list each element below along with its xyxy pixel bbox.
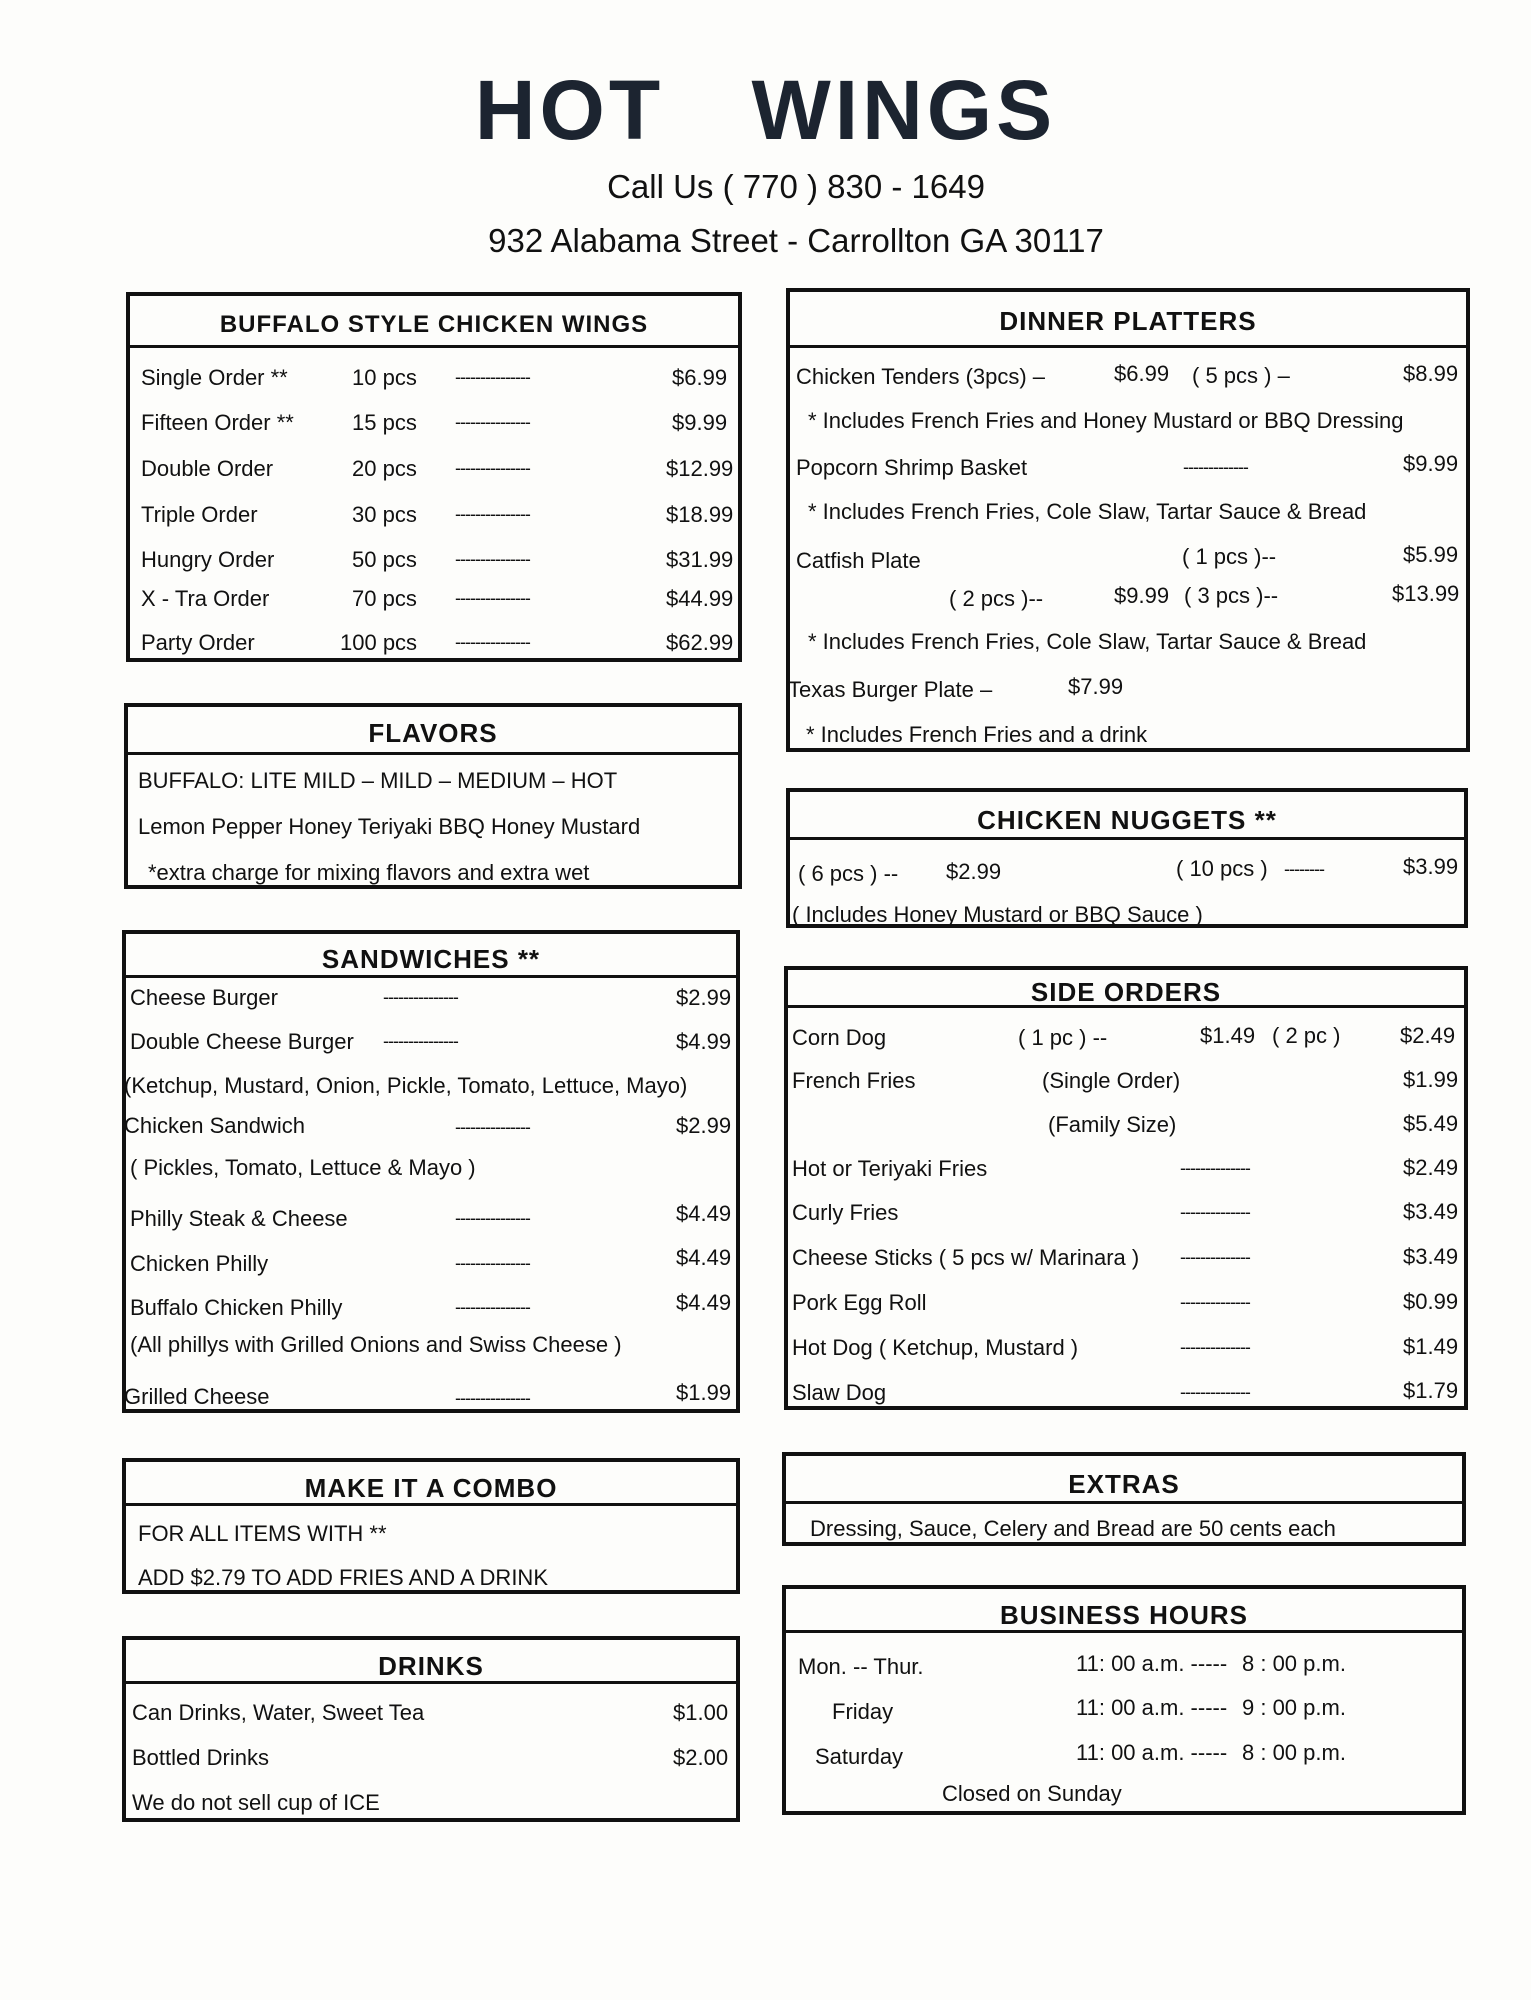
wings-item-dash: --------------- (455, 549, 530, 569)
side-name: Hot or Teriyaki Fries (792, 1156, 988, 1181)
sandwich-name: Chicken Philly (130, 1251, 269, 1276)
platter-name: Chicken Tenders (3pcs) – (796, 364, 1046, 389)
side-dash: -------------- (1180, 1382, 1250, 1402)
wings-item-name: Fifteen Order ** (141, 410, 294, 435)
combo-line: ADD $2.79 TO ADD FRIES AND A DRINK (138, 1565, 548, 1590)
platter-note: * Includes French Fries and a drink (806, 722, 1148, 747)
extras-note: Dressing, Sauce, Celery and Bread are 50 cents each (810, 1516, 1336, 1541)
sandwich-dash: --------------- (455, 1253, 530, 1273)
platter-price: $9.99 (1403, 451, 1459, 476)
wings-item-price: $18.99 (666, 502, 734, 527)
wings-item-pcs: 10 pcs (352, 365, 417, 390)
sandwich-dash: --------------- (455, 1297, 530, 1317)
side-name: Curly Fries (792, 1200, 899, 1225)
side-option: (Single Order) (1042, 1068, 1181, 1093)
drinks-title: DRINKS (126, 1640, 736, 1684)
platter-price: $7.99 (1068, 674, 1124, 699)
side-name: Pork Egg Roll (792, 1290, 927, 1315)
side-dash: -------------- (1180, 1247, 1250, 1267)
drink-name: Bottled Drinks (132, 1745, 269, 1770)
platter-price: $5.99 (1403, 542, 1459, 567)
wings-item-dash: --------------- (455, 412, 530, 432)
wings-item-name: Double Order (141, 456, 274, 481)
platter-price: $9.99 (1114, 583, 1170, 608)
wings-title: BUFFALO STYLE CHICKEN WINGS (130, 296, 738, 348)
platter-option: ( 2 pcs )-- (949, 586, 1044, 611)
platter-option: ( 5 pcs ) – (1192, 363, 1290, 388)
platter-price: $6.99 (1114, 361, 1170, 386)
platter-name: Popcorn Shrimp Basket (796, 455, 1028, 480)
sandwich-name: Cheese Burger (130, 985, 278, 1010)
platter-price: $13.99 (1392, 581, 1460, 606)
sandwich-price: $2.99 (676, 985, 732, 1010)
sandwich-name: Double Cheese Burger (130, 1029, 354, 1054)
side-price: $3.49 (1403, 1199, 1459, 1224)
side-name: Cheese Sticks ( 5 pcs w/ Marinara ) (792, 1245, 1140, 1270)
flavors-note: *extra charge for mixing flavors and extra wet (148, 860, 590, 885)
wings-item-name: Hungry Order (141, 547, 275, 572)
wings-item-price: $6.99 (672, 365, 728, 390)
nuggets-note: ( Includes Honey Mustard or BBQ Sauce ) (792, 902, 1203, 927)
wings-item-pcs: 70 pcs (352, 586, 417, 611)
nuggets-price: $2.99 (946, 859, 1002, 884)
combo-title: MAKE IT A COMBO (126, 1462, 736, 1506)
side-name: Hot Dog ( Ketchup, Mustard ) (792, 1335, 1079, 1360)
wings-item-price: $44.99 (666, 586, 734, 611)
side-option: (Family Size) (1048, 1112, 1177, 1137)
hours-open: 11: 00 a.m. ----- (1076, 1695, 1228, 1720)
sandwich-dash: --------------- (455, 1208, 530, 1228)
sandwich-price: $4.49 (676, 1245, 732, 1270)
hours-close: 8 : 00 p.m. (1242, 1651, 1346, 1676)
wings-item-dash: --------------- (455, 588, 530, 608)
sandwich-name: Philly Steak & Cheese (130, 1206, 348, 1231)
wings-item-pcs: 15 pcs (352, 410, 417, 435)
drinks-note: We do not sell cup of ICE (132, 1790, 380, 1815)
wings-item-name: Triple Order (141, 502, 258, 527)
wings-item-price: $62.99 (666, 630, 734, 655)
nuggets-option: ( 10 pcs ) (1176, 856, 1268, 881)
wings-item-pcs: 20 pcs (352, 456, 417, 481)
side-price: $1.49 (1403, 1334, 1459, 1359)
platter-name: Catfish Plate (796, 548, 921, 573)
side-price: $0.99 (1403, 1289, 1459, 1314)
sandwich-price: $4.49 (676, 1201, 732, 1226)
wings-item-price: $31.99 (666, 547, 734, 572)
side-dash: -------------- (1180, 1337, 1250, 1357)
sandwich-note: (All phillys with Grilled Onions and Swiss Cheese ) (130, 1332, 622, 1357)
drink-price: $2.00 (673, 1745, 729, 1770)
sandwich-dash: --------------- (383, 1031, 458, 1051)
platters-title: DINNER PLATTERS (790, 292, 1466, 348)
wings-item-dash: --------------- (455, 458, 530, 478)
side-price: $3.49 (1403, 1244, 1459, 1269)
nuggets-title: CHICKEN NUGGETS ** (790, 792, 1464, 840)
platter-note: * Includes French Fries and Honey Mustard or BBQ Dressing (808, 408, 1404, 433)
hours-day: Friday (832, 1699, 894, 1724)
side-price: $2.49 (1403, 1155, 1459, 1180)
extras-title: EXTRAS (786, 1456, 1462, 1504)
hours-close: 8 : 00 p.m. (1242, 1740, 1346, 1765)
flavors-line: BUFFALO: LITE MILD – MILD – MEDIUM – HOT (138, 768, 618, 793)
wings-item-dash: --------------- (455, 367, 530, 387)
side-dash: -------------- (1180, 1202, 1250, 1222)
sandwich-name: Buffalo Chicken Philly (130, 1295, 343, 1320)
sandwich-dash: --------------- (383, 987, 458, 1007)
wings-item-name: Single Order ** (141, 365, 288, 390)
side-price: $1.99 (1403, 1067, 1459, 1092)
drink-name: Can Drinks, Water, Sweet Tea (132, 1700, 425, 1725)
nuggets-option: ( 6 pcs ) -- (798, 861, 899, 886)
sides-title: SIDE ORDERS (788, 970, 1464, 1008)
nuggets-price: $3.99 (1403, 854, 1459, 879)
hours-day: Saturday (815, 1744, 904, 1769)
platter-note: * Includes French Fries, Cole Slaw, Tartar Sauce & Bread (808, 629, 1367, 654)
hours-open: 11: 00 a.m. ----- (1076, 1651, 1228, 1676)
platter-option: ( 1 pcs )-- (1182, 544, 1277, 569)
hours-title: BUSINESS HOURS (786, 1589, 1462, 1633)
sandwich-price: $2.99 (676, 1113, 732, 1138)
platter-price: $8.99 (1403, 361, 1459, 386)
side-name: Slaw Dog (792, 1380, 887, 1405)
side-price: $1.49 (1200, 1023, 1256, 1048)
flavors-line: Lemon Pepper Honey Teriyaki BBQ Honey Mustard (138, 814, 641, 839)
side-dash: -------------- (1180, 1292, 1250, 1312)
wings-item-pcs: 100 pcs (340, 630, 418, 655)
side-price: $2.49 (1400, 1023, 1456, 1048)
wings-item-dash: --------------- (455, 504, 530, 524)
sandwich-price: $1.99 (676, 1380, 732, 1405)
wings-item-dash: --------------- (455, 632, 530, 652)
flavors-title: FLAVORS (128, 707, 738, 755)
sandwich-note: ( Pickles, Tomato, Lettuce & Mayo ) (130, 1155, 476, 1180)
sandwich-price: $4.49 (676, 1290, 732, 1315)
platter-name: Texas Burger Plate – (788, 677, 993, 702)
nuggets-dash: -------- (1284, 859, 1324, 879)
side-name: French Fries (792, 1068, 916, 1093)
side-price: $5.49 (1403, 1111, 1459, 1136)
wings-item-pcs: 30 pcs (352, 502, 417, 527)
wings-item-name: X - Tra Order (141, 586, 270, 611)
sandwich-dash: --------------- (455, 1117, 530, 1137)
hours-open: 11: 00 a.m. ----- (1076, 1740, 1228, 1765)
platter-option: ( 3 pcs )-- (1184, 583, 1279, 608)
combo-line: FOR ALL ITEMS WITH ** (138, 1521, 387, 1546)
wings-item-price: $9.99 (672, 410, 728, 435)
sandwiches-title: SANDWICHES ** (126, 934, 736, 978)
platter-note: * Includes French Fries, Cole Slaw, Tartar Sauce & Bread (808, 499, 1367, 524)
page-title: HOT WINGS (474, 63, 1057, 157)
platter-dash: ------------- (1183, 457, 1248, 477)
phone-number: Call Us ( 770 ) 830 - 1649 (607, 168, 985, 205)
side-option: ( 1 pc ) -- (1018, 1025, 1108, 1050)
sandwich-name: Grilled Cheese (124, 1384, 270, 1409)
hours-closed-note: Closed on Sunday (942, 1781, 1122, 1806)
drink-price: $1.00 (673, 1700, 729, 1725)
wings-item-pcs: 50 pcs (352, 547, 417, 572)
side-option: ( 2 pc ) (1272, 1023, 1341, 1048)
side-dash: -------------- (1180, 1158, 1250, 1178)
address: 932 Alabama Street - Carrollton GA 30117 (488, 222, 1104, 259)
sandwich-name: Chicken Sandwich (124, 1113, 305, 1138)
wings-item-price: $12.99 (666, 456, 734, 481)
side-name: Corn Dog (792, 1025, 887, 1050)
wings-item-name: Party Order (141, 630, 255, 655)
sandwich-dash: --------------- (455, 1388, 530, 1408)
side-price: $1.79 (1403, 1378, 1459, 1403)
sandwich-note: (Ketchup, Mustard, Onion, Pickle, Tomato, Lettuce, Mayo) (124, 1073, 688, 1098)
sandwich-price: $4.99 (676, 1029, 732, 1054)
hours-day: Mon. -- Thur. (798, 1654, 924, 1679)
hours-close: 9 : 00 p.m. (1242, 1695, 1346, 1720)
